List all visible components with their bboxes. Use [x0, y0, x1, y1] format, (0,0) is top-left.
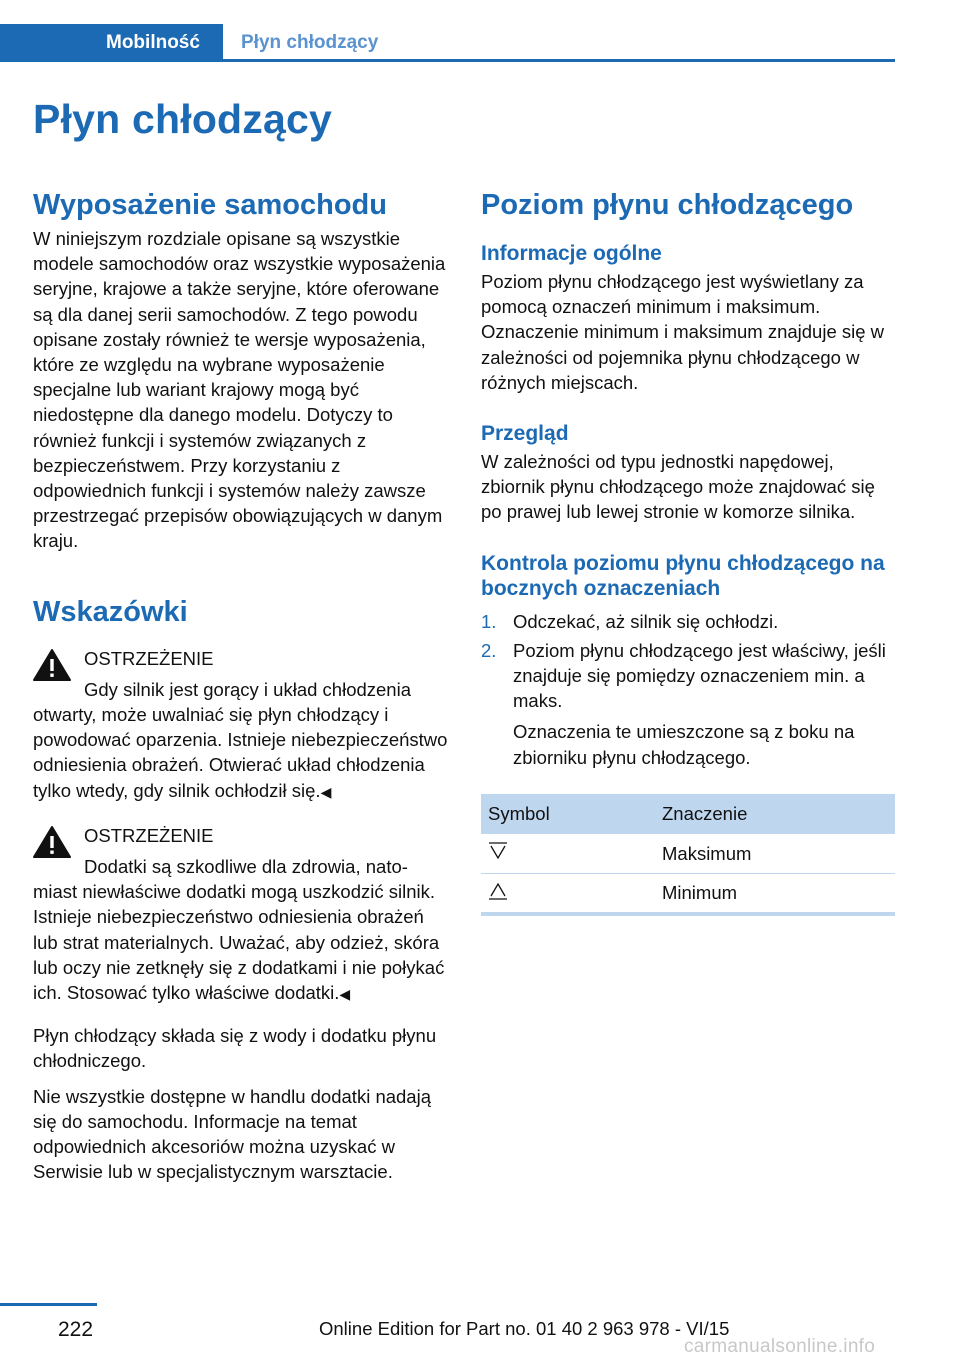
- list-item: [481, 609, 895, 634]
- step-number: 1.: [481, 610, 497, 632]
- symbol-table: [481, 794, 895, 916]
- subsection-title-overview: Przegląd: [481, 422, 569, 446]
- page-title: Płyn chłodzący: [33, 96, 333, 142]
- end-mark-icon: ◀: [320, 783, 332, 800]
- warning-rest-text: miast niewłaściwe dodatki mogą uszkodzić silnik. Istnieje niebezpieczeństwo odniesienia obrażeń lub strat materialnych. Uważać, aby odzież, skóra lub oczy nie zetknęły się z dodatkami i nie połykać ich. Stosować tylko właściwe dodatki.: [33, 881, 445, 1004]
- table-row: [481, 874, 895, 914]
- section-title-coolant-level: Poziom płynu chłodzącego: [481, 189, 854, 221]
- additives-info-text: Nie wszystkie dostępne w handlu dodatki nadają się do samochodu. Informacje na temat odpowiednich akcesoriów można uzyskać w Serwisie lub w specjalistycznym warsztacie.: [33, 1085, 431, 1183]
- warning-first-line: Dodatki są szkodliwe dla zdrowia, nato-: [84, 856, 408, 878]
- column-header-symbol: Symbol: [481, 794, 660, 834]
- section-title-vehicle-equipment: Wyposażenie samochodu: [33, 189, 387, 221]
- footer-rule: [0, 1303, 97, 1306]
- list-item: [481, 638, 895, 770]
- meaning-cell: Maksimum: [660, 834, 895, 874]
- column-header-meaning: Znaczenie: [660, 794, 895, 834]
- step-number: 2.: [481, 639, 497, 661]
- page-number: 222: [58, 1318, 94, 1341]
- warning-label: OSTRZEŻENIE: [84, 824, 214, 846]
- right-column: [481, 180, 895, 916]
- overview-text: W zależności od typu jednostki napędowej, zbiornik płynu chłodzącego może znajdować się po prawej lub lewej stronie w komorze silnika.: [481, 451, 875, 523]
- step-text: Odczekać, aż silnik się ochłodzi.: [513, 610, 779, 632]
- end-mark-icon: ◀: [339, 986, 351, 1003]
- subsection-title-level-check: Kontrola poziomu płynu chłodzącego na bocznych oznaczeniach: [481, 551, 885, 600]
- warning-block-hot-engine: [33, 646, 448, 805]
- max-mark-icon: [488, 841, 508, 861]
- step-note: Oznaczenia te umieszczone są z boku na zbiorniku płynu chłodzącego.: [513, 721, 855, 768]
- symbol-cell: [481, 834, 660, 874]
- level-check-steps: [481, 609, 895, 770]
- edition-info: Online Edition for Part no. 01 40 2 963 978 - VI/15: [319, 1318, 730, 1339]
- header-rule: [223, 59, 895, 62]
- coolant-composition-text: Płyn chłodzący składa się z wody i dodatku płynu chłodniczego.: [33, 1025, 437, 1072]
- warning-label: OSTRZEŻENIE: [84, 647, 214, 669]
- symbol-cell: [481, 874, 660, 914]
- subsection-title-general: Informacje ogólne: [481, 242, 662, 265]
- breadcrumb-mobility[interactable]: Mobilność: [0, 24, 223, 62]
- table-row: [481, 834, 895, 874]
- warning-block-additives: [33, 823, 448, 1007]
- warning-text: [33, 702, 448, 805]
- breadcrumb-coolant[interactable]: Płyn chłodzący: [241, 32, 379, 53]
- left-column: [33, 180, 448, 1185]
- meaning-cell: Minimum: [660, 874, 895, 914]
- section-title-notes: Wskazówki: [33, 595, 188, 628]
- table-header-row: [481, 794, 895, 834]
- warning-text: [33, 879, 448, 1007]
- min-mark-icon: [488, 881, 508, 901]
- warning-rest-text: otwarty, może uwalniać się płyn chłodzący i powodować oparzenia. Istnieje niebezpieczeństwo odniesienia obrażeń. Otwierać układ chłodzenia tylko wtedy, gdy silnik ochłodził się.: [33, 704, 448, 801]
- general-info-text: Poziom płynu chłodzącego jest wyświetlany za pomocą oznaczeń minimum i maksimum. Oznaczenie minimum i maksimum znajduje się w zależności od pojemnika płynu chłodzącego w różnych miejscach.: [481, 271, 885, 393]
- watermark: carmanualsonline.info: [684, 1336, 876, 1357]
- vehicle-equipment-text: W niniejszym rozdziale opisane są wszystkie modele samochodów oraz wszystkie wyposażenia seryjne, krajowe a także seryjne, które oferowane są dla danej serii samochodów. Z tego powodu opisane zostały również te wersje wyposażenia, które ze względu na wybrane wyposażenie specjalne lub wariant krajowy mogą być niedostępne dla danego modelu. Dotyczy to również funkcji i systemów związanych z bezpieczeństwem. Przy korzystaniu z odpowiednich funkcji i systemów należy zawsze przestrzegać przepisów obowiązujących w danym kraju.: [33, 228, 446, 552]
- step-text: Poziom płynu chłodzącego jest właściwy, jeśli znajduje się pomiędzy oznaczeniem min. a maks.: [513, 639, 886, 712]
- warning-first-line: Gdy silnik jest gorący i układ chłodzenia: [84, 678, 411, 700]
- warning-triangle-icon: [33, 825, 71, 859]
- warning-triangle-icon: [33, 648, 71, 682]
- header-bar: [0, 0, 895, 62]
